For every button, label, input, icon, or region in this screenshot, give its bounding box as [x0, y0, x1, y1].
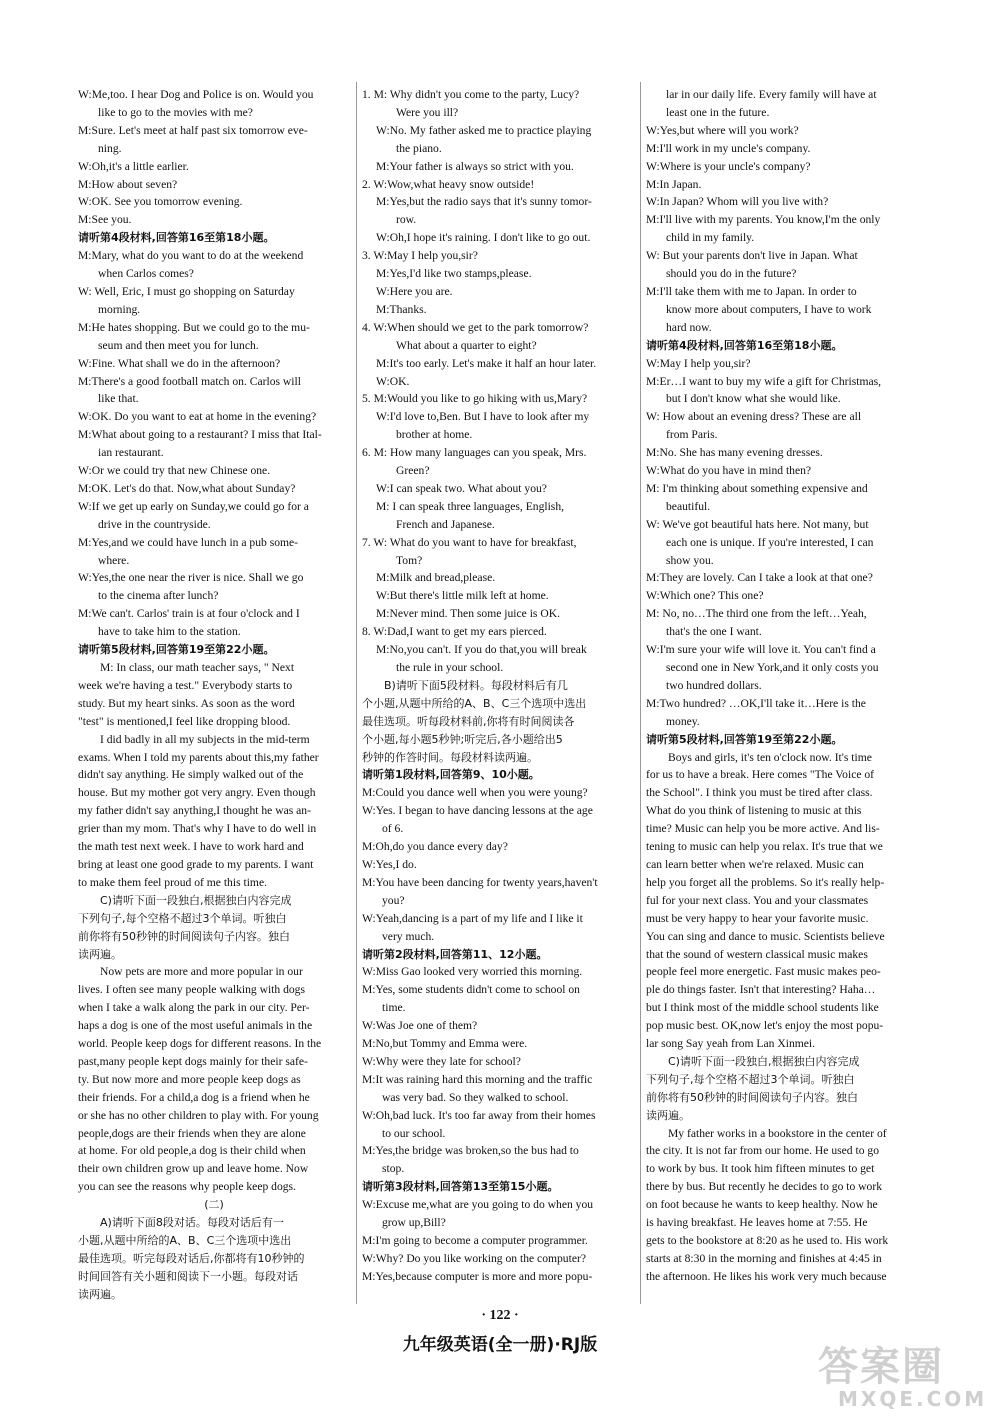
text-line: M:Milk and bread,please. [376, 571, 496, 585]
text-line: ty. But now more and more people keep dogs as [78, 1072, 301, 1086]
text-line: two hundred dollars. [666, 678, 762, 692]
text-line: morning. [98, 302, 141, 316]
text-line: to the cinema after lunch? [98, 589, 219, 603]
text-line: C)请听下面一段独白,根据独白内容完成 [668, 1054, 860, 1068]
text-line: exams. When I told my parents about this,my father [78, 750, 319, 764]
page-number: · 122 · [481, 1308, 519, 1323]
text-line: 4. W:When should we get to the park tomorrow? [362, 320, 589, 334]
text-line: M:No,you can't. If you do that,you will break [376, 643, 587, 657]
text-line: for us to have a break. Here comes "The Voice of [646, 768, 875, 782]
text-line: 请听第4段材料,回答第16至第18小题。 [78, 231, 275, 245]
text-line: was very bad. So they walked to school. [382, 1090, 569, 1104]
text-line: A)请听下面8段对话。每段对话后有一 [100, 1216, 284, 1230]
text-line: of 6. [382, 822, 404, 836]
text-line: 2. W:Wow,what heavy snow outside! [362, 177, 535, 191]
text-line: to work by bus. It took him fifteen minutes to get [646, 1162, 875, 1176]
text-line: W:Or we could try that new Chinese one. [78, 464, 271, 478]
text-line: 5. M:Would you like to go hiking with us,Mary? [362, 392, 588, 406]
text-line: seum and then meet you for lunch. [98, 338, 259, 352]
text-line: W:Was Joe one of them? [362, 1019, 478, 1033]
text-line: week we're having a test." Everybody starts to [78, 678, 293, 692]
text-line: at home. For old people,a dog is their child when [78, 1144, 306, 1158]
text-line: W:Why were they late for school? [362, 1054, 521, 1068]
text-line: like to go to the movies with me? [98, 105, 253, 119]
text-line: M:It was raining hard this morning and the traffic [362, 1072, 593, 1086]
text-line: world. People keep dogs for different reasons. In the [78, 1037, 322, 1051]
text-line: very much. [382, 929, 435, 943]
text-line: 小题,从题中所给的A、B、C三个选项中选出 [78, 1234, 292, 1247]
text-line: 请听第4段材料,回答第16至第18小题。 [646, 338, 843, 352]
column-divider-2 [640, 82, 641, 1304]
text-line: My father works in a bookstore in the center of [668, 1126, 887, 1140]
text-line: M:He hates shopping. But we could go to the mu- [78, 320, 310, 334]
text-line: W:Oh,it's a little earlier. [78, 159, 189, 173]
text-line: Boys and girls, it's ten o'clock now. It's time [668, 750, 872, 764]
text-line: bring at least one good grade to my parents. I want [78, 857, 314, 871]
text-line: W:Where is your uncle's company? [646, 159, 811, 173]
text-line: M:Yes,and we could have lunch in a pub some- [78, 535, 299, 549]
text-line: W:Yes,the one near the river is nice. Shall we go [78, 571, 304, 585]
text-line: tening to music can help you relax. It's true that we [646, 840, 883, 854]
text-line: W:OK. Do you want to eat at home in the evening? [78, 410, 317, 424]
text-line: 7. W: What do you want to have for breakfast, [362, 535, 577, 549]
text-line: M:There's a good football match on. Carlos will [78, 374, 301, 388]
text-line: W:May I help you,sir? [646, 356, 751, 370]
text-line: 请听第5段材料,回答第19至第22小题。 [646, 732, 843, 746]
text-line: Green? [396, 464, 430, 478]
text-line: when I take a walk along the park in our city. Per- [78, 1001, 310, 1015]
text-line: like that. [98, 392, 139, 406]
text-line: second one in New York,and it only costs you [666, 661, 879, 674]
text-line: people,dogs are their friends when they are alone [78, 1126, 306, 1140]
text-line: B)请听下面5段材料。每段材料后有几 [384, 678, 568, 692]
text-line: W:If we get up early on Sunday,we could go for a [78, 499, 309, 513]
text-line: to make them feel proud of me this time. [78, 875, 267, 889]
text-line: M:Thanks. [376, 302, 427, 316]
text-line: W:Fine. What shall we do in the afternoon? [78, 356, 281, 370]
text-line: 时间回答有关小题和阅读下一小题。每段对话 [78, 1269, 298, 1283]
text-line: W:Miss Gao looked very worried this morning. [362, 965, 583, 979]
text-line: can learn better when we're relaxed. Music can [646, 857, 864, 871]
text-line: that's the one I want. [666, 625, 762, 639]
text-line: M:Mary, what do you want to do at the weekend [78, 249, 304, 263]
text-line: 最佳选项。听完每段对话后,你都将有10秒钟的 [78, 1251, 305, 1265]
text-line: row. [396, 213, 417, 227]
text-line: 读两遍。 [646, 1108, 690, 1122]
text-line: have to take him to the station. [98, 625, 241, 639]
text-line: W:No. My father asked me to practice playing [376, 123, 592, 137]
text-line: but I don't know what she would like. [666, 392, 841, 406]
text-line: gets to the bookstore at 8:20 as he used to. His work [646, 1234, 889, 1247]
text-line: M:Yes,but the radio says that it's sunny tomor- [376, 195, 592, 209]
text-line: M:Yes,the bridge was broken,so the bus had to [362, 1144, 579, 1158]
text-line: ple do things faster. Isn't that interesting? Haha… [646, 983, 876, 997]
text-line: Were you ill? [396, 105, 459, 119]
text-line: W:But there's little milk left at home. [376, 589, 549, 603]
text-line: 请听第1段材料,回答第9、10小题。 [362, 768, 540, 782]
text-line: W: Well, Eric, I must go shopping on Saturday [78, 284, 295, 298]
text-line: 8. W:Dad,I want to get my ears pierced. [362, 625, 547, 639]
column-middle [362, 86, 634, 1286]
text-line: must be very happy to hear your favorite music. [646, 911, 869, 925]
column-left [78, 86, 350, 1304]
watermark-text: 答案圈 [818, 1344, 944, 1390]
text-line: W:Here you are. [376, 284, 453, 298]
text-line: M:I'll take them with me to Japan. In order to [646, 284, 857, 298]
text-line: lives. I often see many people walking with dogs [78, 983, 305, 997]
text-line: show you. [666, 553, 714, 567]
text-line: 读两遍。 [78, 1287, 122, 1301]
text-line: their friends. For a child,a dog is a friend when he [78, 1090, 310, 1104]
text-line: each one is unique. If you're interested, I can [666, 535, 874, 549]
text-line: W:OK. See you tomorrow evening. [78, 195, 243, 209]
text-line: M: I'm thinking about something expensive and [646, 481, 868, 495]
text-line: starts at 8:30 in the morning and finishes at 4:45 in [646, 1251, 882, 1265]
text-line: W:I'd love to,Ben. But I have to look after my [376, 410, 590, 424]
text-line: from Paris. [666, 428, 718, 442]
text-line: 最佳选项。听每段材料前,你将有时间阅读各 [362, 714, 575, 728]
text-line: W: How about an evening dress? These are all [646, 410, 862, 424]
text-line: where. [98, 553, 130, 567]
text-line: M:What about going to a restaurant? I miss that Ital- [78, 428, 322, 442]
text-line: Tom? [396, 553, 423, 567]
text-line: W:Why? Do you like working on the computer? [362, 1251, 586, 1265]
text-line: 请听第2段材料,回答第11、12小题。 [362, 947, 548, 961]
text-line: C)请听下面一段独白,根据独白内容完成 [100, 893, 292, 907]
text-line: house. But my mother got very angry. Even though [78, 786, 316, 800]
text-line: the piano. [396, 141, 442, 155]
text-line: Now pets are more and more popular in our [100, 965, 303, 979]
text-line: 前你将有50秒钟的时间阅读句子内容。独白 [78, 929, 290, 943]
text-line: M:Er…I want to buy my wife a gift for Christmas, [646, 374, 882, 388]
text-line: W:What do you have in mind then? [646, 464, 812, 478]
text-line: M: In class, our math teacher says, " Next [100, 661, 295, 674]
text-line: W:Which one? This one? [646, 589, 764, 603]
text-line: M:Two hundred? …OK,I'll take it…Here is the [646, 696, 866, 710]
text-line: their own children grow up and leave home. Now [78, 1162, 309, 1176]
text-line: 3. W:May I help you,sir? [362, 249, 478, 263]
text-line: 前你将有50秒钟的时间阅读句子内容。独白 [646, 1090, 858, 1104]
text-line: or she has no other children to play with. For young [78, 1108, 319, 1122]
column-right [646, 86, 918, 1286]
text-line: on foot because he wants to keep healthy. Now he [646, 1198, 878, 1212]
text-line: drive in the countryside. [98, 517, 211, 531]
text-line: M:I'll work in my uncle's company. [646, 141, 811, 155]
text-line: should you do in the future? [666, 267, 797, 281]
text-line: the afternoon. He likes his work very much because [646, 1269, 887, 1283]
text-line: child in my family. [666, 231, 755, 245]
text-line: study. But my heart sinks. As soon as the word [78, 696, 295, 710]
text-line: but I think most of the middle school students like [646, 1001, 879, 1015]
text-line: 个小题,每小题5秒钟;听完后,各小题给出5 [362, 732, 563, 746]
text-line: W:Oh,bad luck. It's too far away from their homes [362, 1108, 596, 1122]
text-line: W:Me,too. I hear Dog and Police is on. Would you [78, 88, 314, 101]
text-line: M:No. She has many evening dresses. [646, 446, 823, 460]
text-line: lar song Say yeah from Lan Xinmei. [646, 1037, 816, 1051]
text-line: you can see the reasons why people keep dogs. [78, 1180, 296, 1194]
text-line: "test" is mentioned,I feel like dropping blood. [78, 714, 291, 728]
text-line: my father didn't say anything,I thought he was an- [78, 804, 311, 818]
text-line: brother at home. [396, 428, 473, 442]
text-line: when Carlos comes? [98, 267, 194, 281]
text-line: the city. It is not far from our home. He used to go [646, 1144, 880, 1158]
text-line: M: I can speak three languages, English, [376, 499, 565, 513]
text-line: M:I'll live with my parents. You know,I'm the only [646, 213, 881, 227]
text-line: M:It's too early. Let's make it half an hour later. [376, 356, 597, 370]
text-line: 秒钟的作答时间。每段材料读两遍。 [362, 750, 538, 764]
text-line: hard now. [666, 320, 712, 334]
watermark-url: MXQE.COM [838, 1387, 988, 1411]
text-line: beautiful. [666, 499, 711, 513]
text-line: W:I can speak two. What about you? [376, 481, 547, 495]
text-line: the School". I think you must be tired after class. [646, 786, 873, 800]
text-line: to our school. [382, 1126, 446, 1140]
text-line: money. [666, 714, 700, 728]
text-line: that the sound of western classical music makes [646, 947, 868, 961]
text-line: W:Excuse me,what are you going to do when you [362, 1198, 594, 1212]
text-line: M:We can't. Carlos' train is at four o'clock and I [78, 607, 300, 621]
text-line: M:No,but Tommy and Emma were. [362, 1037, 528, 1051]
book-title: 九年级英语(全一册)·RJ版 [402, 1335, 598, 1355]
text-line: M:Never mind. Then some juice is OK. [376, 607, 560, 621]
text-line: haps a dog is one of the most useful animals in the [78, 1019, 313, 1033]
text-line: you? [382, 893, 405, 907]
text-line: W: But your parents don't live in Japan. What [646, 249, 858, 263]
text-line: 个小题,从题中所给的A、B、C三个选项中选出 [362, 696, 587, 710]
watermark-logo [818, 1344, 988, 1416]
text-line: grow up,Bill? [382, 1216, 446, 1230]
text-line: What do you think of listening to music at this [646, 804, 862, 818]
text-line: French and Japanese. [396, 517, 495, 531]
text-line: M:In Japan. [646, 177, 702, 191]
text-line: M:They are lovely. Can I take a look at that one? [646, 571, 873, 585]
text-line: 1. M: Why didn't you come to the party, Lucy? [362, 88, 580, 101]
text-line: What about a quarter to eight? [396, 338, 537, 352]
text-line: least one in the future. [666, 105, 770, 119]
text-line: there by bus. But recently he decides to go to work [646, 1180, 883, 1194]
text-line: 下列句子,每个空格不超过3个单词。听独白 [78, 911, 287, 925]
text-line: W:I'm sure your wife will love it. You can't find a [646, 643, 876, 657]
text-line: M:Could you dance well when you were young? [362, 786, 588, 800]
text-line: W:In Japan? Whom will you live with? [646, 195, 829, 209]
text-line: 请听第5段材料,回答第19至第22小题。 [78, 643, 275, 657]
text-line: time? Music can help you be more active. And lis- [646, 822, 880, 836]
text-line: I did badly in all my subjects in the mid-term [100, 732, 310, 746]
text-line: M:Yes,I'd like two stamps,please. [376, 267, 532, 281]
text-line: W:OK. [376, 374, 410, 388]
text-line: pop music best. OK,now let's enjoy the most popu- [646, 1019, 884, 1033]
column-divider-1 [356, 82, 357, 1304]
text-line: W: We've got beautiful hats here. Not many, but [646, 517, 869, 531]
text-line: lar in our daily life. Every family will have at [666, 88, 877, 101]
text-line: know more about computers, I have to work [666, 302, 872, 316]
text-line: M:Your father is always so strict with you. [376, 159, 574, 173]
text-line: the rule in your school. [396, 661, 504, 674]
text-line: 读两遍。 [78, 947, 122, 961]
text-line: 下列句子,每个空格不超过3个单词。听独白 [646, 1072, 855, 1086]
text-line: grier than my mom. That's why I have to do well in [78, 822, 317, 836]
text-line: You can sing and dance to music. Scientists believe [646, 929, 885, 943]
text-line: W:Yeah,dancing is a part of my life and I like it [362, 911, 583, 925]
text-line: M:Yes, some students didn't come to school on [362, 983, 580, 997]
text-line: is having breakfast. He leaves home at 7:55. He [646, 1216, 868, 1230]
text-line: M:Sure. Let's meet at half past six tomorrow eve- [78, 123, 308, 137]
text-line: M:How about seven? [78, 177, 178, 191]
text-line: help you forget all the problems. So it's really help- [646, 875, 885, 889]
text-line: M:See you. [78, 213, 132, 227]
text-line: W:Oh,I hope it's raining. I don't like to go out. [376, 231, 591, 245]
text-line: W:Yes,I do. [362, 857, 417, 871]
text-line: ful for your next class. You and your classmates [646, 893, 869, 907]
text-line: 6. M: How many languages can you speak, Mrs. [362, 446, 587, 460]
text-line: ian restaurant. [98, 446, 164, 460]
text-line: M: No, no…The third one from the left…Yeah, [646, 607, 867, 621]
text-line: people feel more energetic. Fast music makes peo- [646, 965, 881, 979]
text-line: stop. [382, 1162, 405, 1176]
text-line: M:OK. Let's do that. Now,what about Sunday? [78, 481, 296, 495]
text-line: the math test next week. I have to work hard and [78, 840, 304, 854]
text-line: M:I'm going to become a computer programmer. [362, 1234, 588, 1247]
text-line: M:You have been dancing for twenty years,haven't [362, 875, 598, 889]
text-line: M:Yes,because computer is more and more popu- [362, 1269, 593, 1283]
text-line: didn't say anything. He simply walked out of the [78, 768, 304, 782]
text-line: ning. [98, 141, 122, 155]
text-line: W:Yes. I began to have dancing lessons at the age [362, 804, 593, 818]
text-line: 请听第3段材料,回答第13至第15小题。 [362, 1180, 559, 1194]
text-line: past,many people kept dogs mainly for their safe- [78, 1054, 308, 1068]
text-line: (二) [204, 1198, 224, 1212]
text-line: W:Yes,but where will you work? [646, 123, 799, 137]
text-line: time. [382, 1001, 406, 1015]
text-line: M:Oh,do you dance every day? [362, 840, 508, 854]
